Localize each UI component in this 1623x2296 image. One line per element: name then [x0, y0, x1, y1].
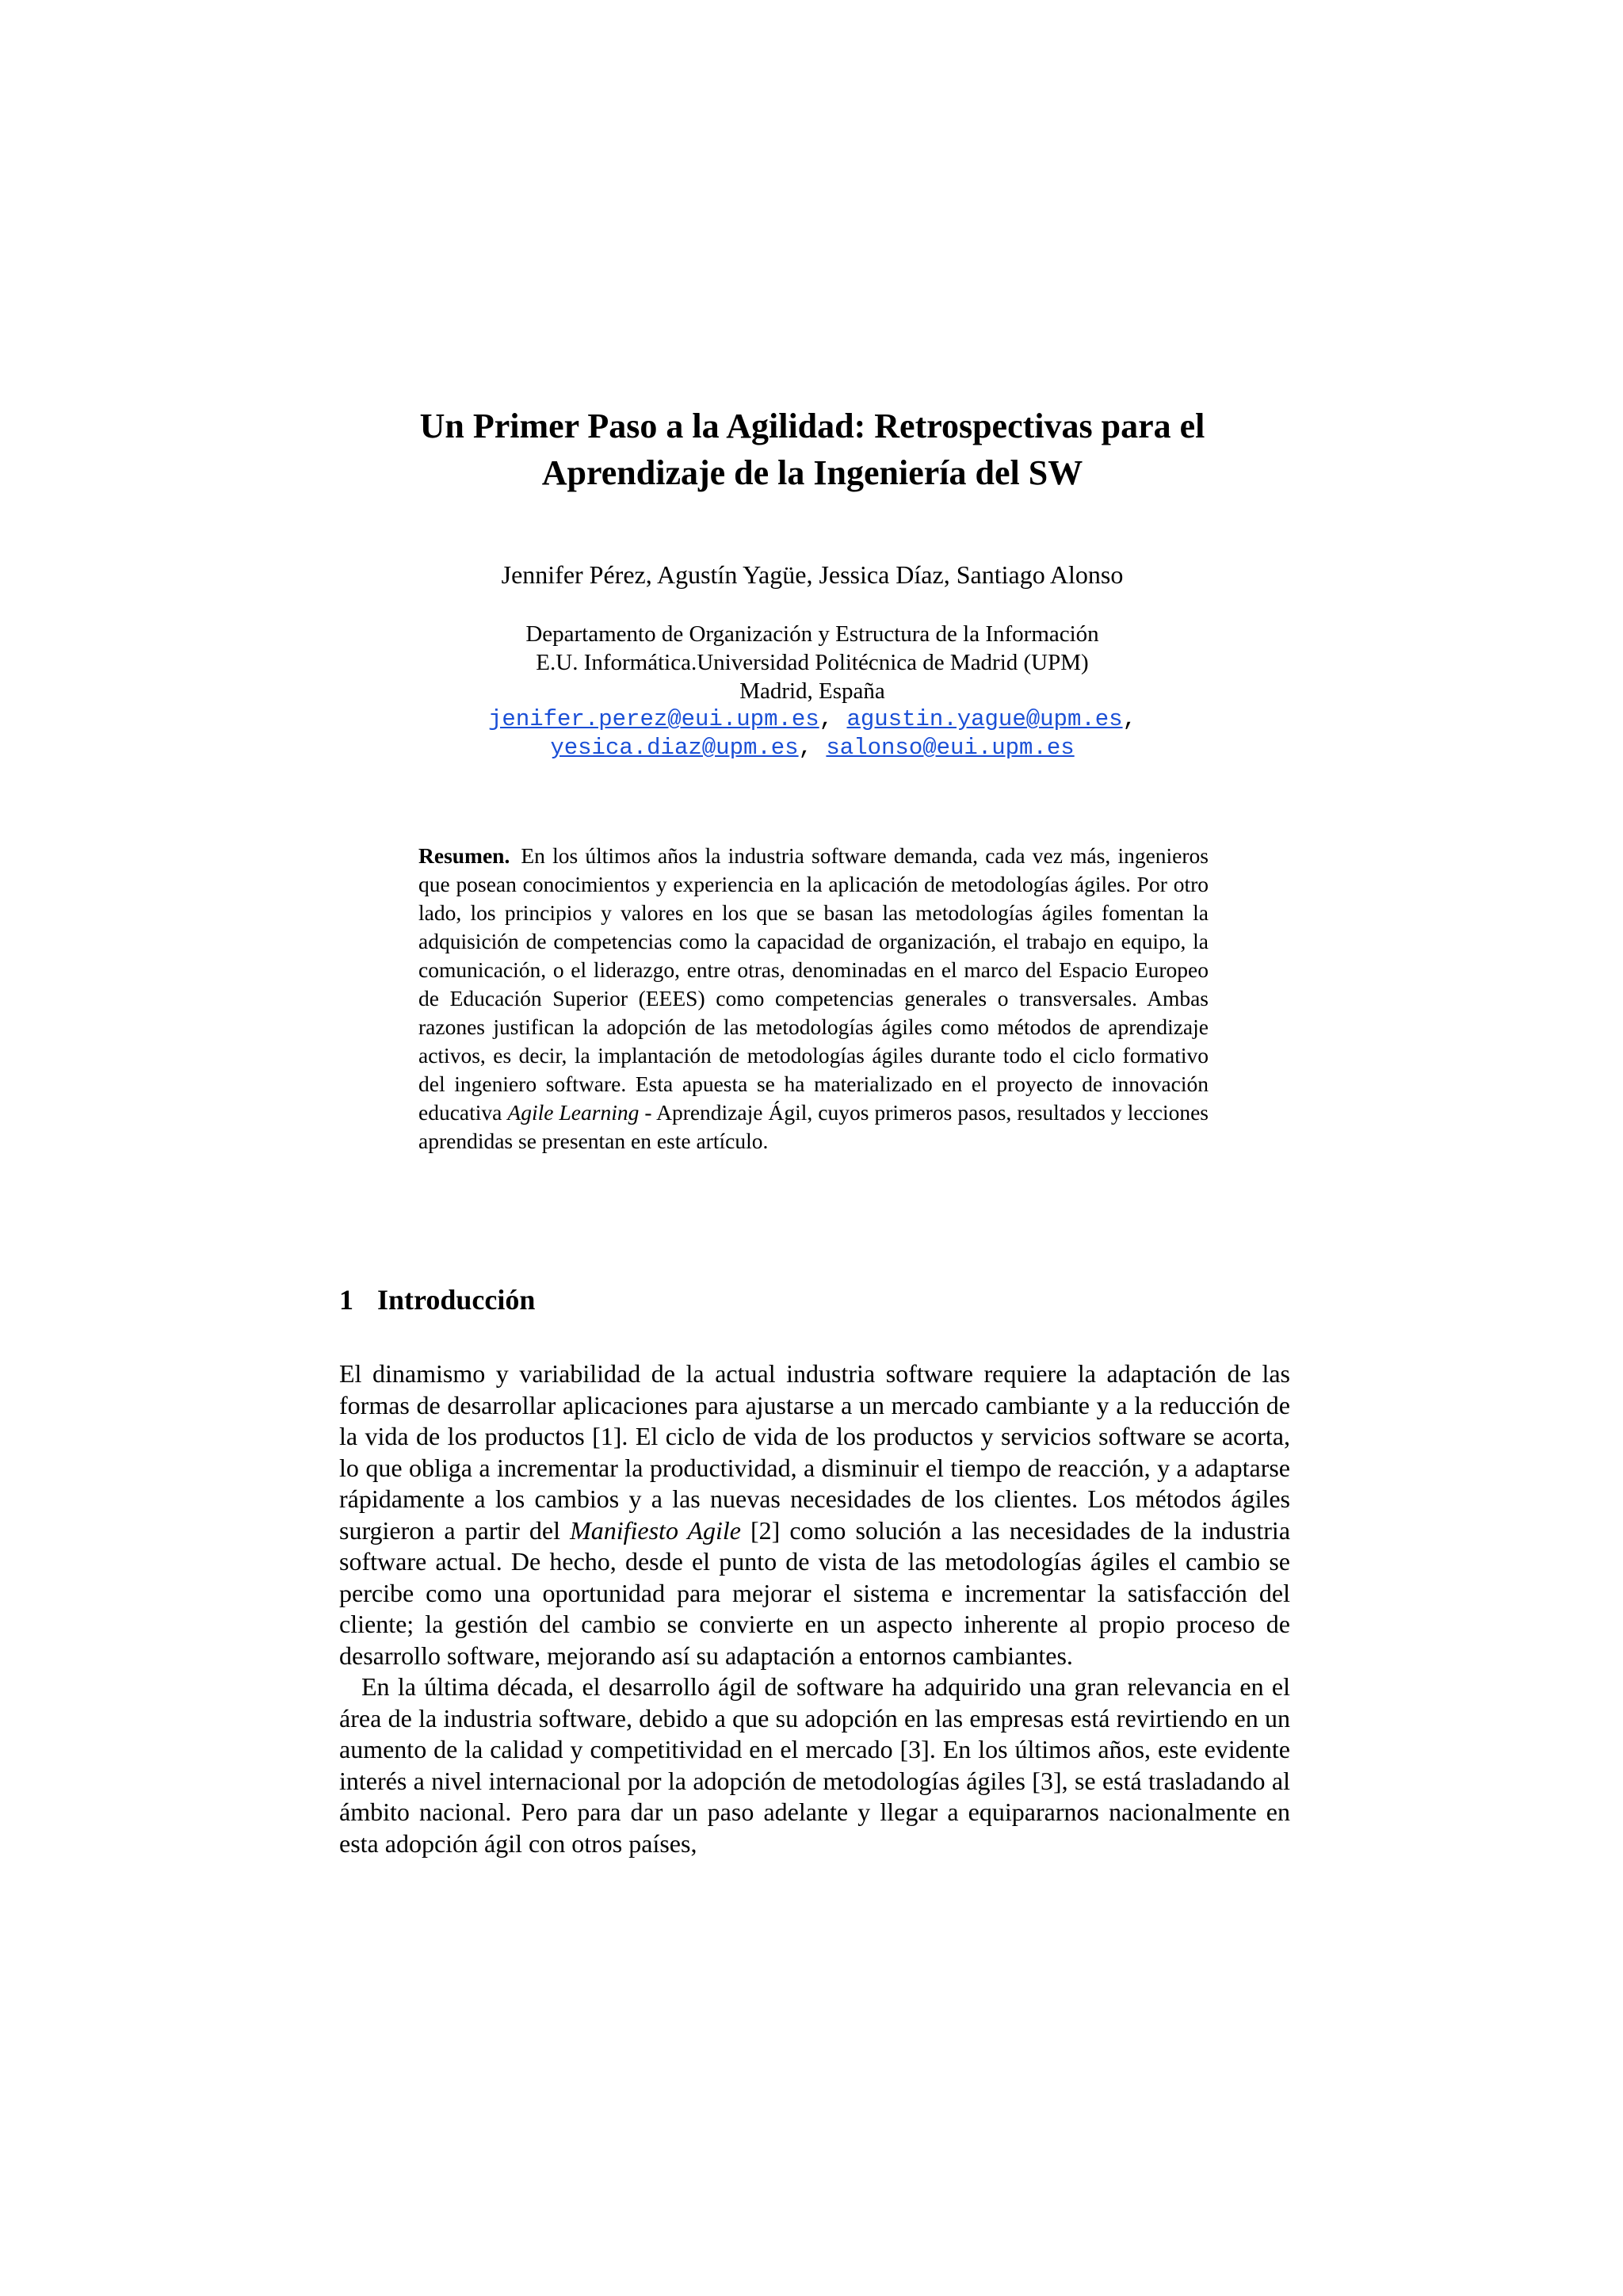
paper-title	[333, 403, 1292, 496]
author-emails	[333, 705, 1292, 762]
introduction-paragraph-1	[339, 1358, 1290, 1671]
abstract-text-part-2: - Aprendizaje Ágil, cuyos primeros pasos, resultados y lecciones aprendidas se presentan en este artículo.	[418, 1100, 1209, 1153]
affiliation-location: Madrid, España	[739, 678, 885, 704]
email-link-yague[interactable]: agustin.yague@upm.es	[846, 706, 1123, 732]
author-list: Jennifer Pérez, Agustín Yagüe, Jessica Díaz, Santiago Alonso	[501, 560, 1124, 589]
introduction-paragraph-2: En la última década, el desarrollo ágil de software ha adquirido una gran relevancia en el área de la industria software, debido a que su adopción en las empresas está revirtiendo en un aumento de la calidad y competitividad en el mercado [3]. En los últimos años, este evidente interés a nivel internacional por la adopción de metodologías ágiles [3], se está trasladando al ámbito nacional. Pero para dar un paso adelante y llegar a equipararnos nacionalmente en esta adopción ágil con otros países,	[339, 1672, 1290, 1858]
email-separator: ,	[798, 735, 827, 761]
email-link-perez[interactable]: jenifer.perez@eui.upm.es	[488, 706, 819, 732]
email-link-alonso[interactable]: salonso@eui.upm.es	[826, 735, 1075, 761]
paper-title-line-2: Aprendizaje de la Ingeniería del SW	[541, 453, 1083, 492]
abstract-label: Resumen.	[418, 843, 510, 868]
section-title: Introducción	[377, 1284, 536, 1316]
email-separator: ,	[819, 706, 847, 732]
affiliation	[333, 620, 1292, 705]
abstract-text-part-1: En los últimos años la industria software demanda, cada vez más, ingenieros que posean conocimientos y experiencia en la aplicación de metodologías ágiles. Por otro lado, los principios y valores en los que se basan las metodologías ágiles fomentan la adquisición de competencias como la capacidad de organización, el trabajo en equipo, la comunicación, o el liderazgo, entre otras, denominadas en el marco del Espacio Europeo de Educación Superior (EEES) como competencias generales o transversales. Ambas razones justifican la adopción de las metodologías ágiles como métodos de aprendizaje activos, es decir, la implantación de metodologías ágiles durante todo el ciclo formativo del ingeniero software. Esta apuesta se ha materializado en el proyecto de innovación educativa	[418, 843, 1209, 1125]
abstract-project-name: Agile Learning	[507, 1100, 640, 1125]
email-separator: ,	[1122, 706, 1136, 732]
email-line-1	[333, 705, 1292, 734]
manifesto-reference: Manifiesto Agile	[570, 1515, 741, 1545]
affiliation-department: Departamento de Organización y Estructura de la Información	[525, 621, 1099, 647]
section-number: 1	[339, 1284, 353, 1316]
introduction-body	[339, 1358, 1290, 1859]
paper-title-line-1: Un Primer Paso a la Agilidad: Retrospectivas para el	[419, 407, 1205, 445]
paragraph-1-text-part-2: [2] como solución a las necesidades de la industria software actual. De hecho, desde el punto de vista de las metodologías ágiles el cambio se percibe como una oportunidad para mejorar el sistema e incrementar la satisfacción del cliente; la gestión del cambio se convierte en un aspecto inherente al propio proceso de desarrollo software, mejorando así su adaptación a entornos cambiantes.	[339, 1515, 1291, 1670]
abstract	[418, 842, 1209, 1156]
section-heading-introduction	[339, 1282, 1290, 1317]
email-link-diaz[interactable]: yesica.diaz@upm.es	[550, 735, 799, 761]
paragraph-1-text-part-1: El dinamismo y variabilidad de la actual industria software requiere la adaptación de las formas de desarrollar aplicaciones para ajustarse a un mercado cambiante y a la reducción de la vida de los productos [1]. El ciclo de vida de los productos y servicios software se acorta, lo que obliga a incrementar la productividad, a disminuir el tiempo de reacción, y a adaptarse rápidamente a los cambios y a las nuevas necesidades de los clientes. Los métodos ágiles surgieron a partir del	[339, 1359, 1290, 1545]
affiliation-university: E.U. Informática.Universidad Politécnica de Madrid (UPM)	[536, 650, 1089, 675]
email-line-2	[333, 734, 1292, 762]
